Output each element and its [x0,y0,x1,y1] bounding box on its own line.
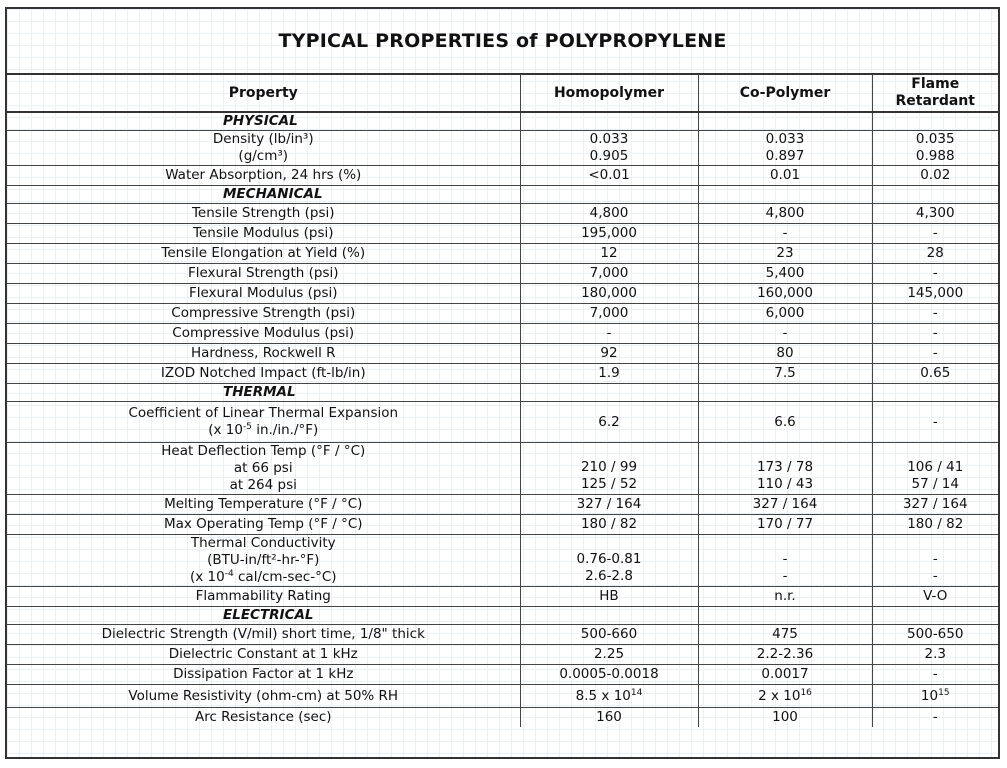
property-cell: Flexural Strength (psi) [7,264,520,284]
copolymer-cell: 0.0017 [698,665,872,685]
flame-cell: - [872,224,998,244]
header-copolymer: Co-Polymer [698,75,872,112]
copolymer-cell: 7.5 [698,364,872,384]
row-compressive-modulus [7,324,998,344]
property-cell: IZOD Notched Impact (ft-lb/in) [7,364,520,384]
row-water-absorption [7,166,998,186]
copolymer-cell: 6.6 [698,402,872,443]
flame-cell: 0.035 0.988 [872,131,998,166]
properties-table [7,75,998,727]
row-melting-temperature [7,495,998,515]
property-cell: Water Absorption, 24 hrs (%) [7,166,520,186]
copolymer-cell: 170 / 77 [698,515,872,535]
section-label: MECHANICAL [7,186,520,204]
homopolymer-cell: 8.5 x $10^{14}$ [520,685,698,708]
row-tensile-modulus [7,224,998,244]
homopolymer-cell: 12 [520,244,698,264]
flame-cell: 2.3 [872,645,998,665]
copolymer-cell: 2.2-2.36 [698,645,872,665]
flame-cell: - [872,324,998,344]
section-electrical [7,607,998,625]
copolymer-cell: 2 x $10^{16}$ [698,685,872,708]
homopolymer-cell: 2.25 [520,645,698,665]
flame-cell: - [872,344,998,364]
homopolymer-cell: HB [520,587,698,607]
copolymer-cell: 0.033 0.897 [698,131,872,166]
header-homopolymer: Homopolymer [520,75,698,112]
homopolymer-cell: 180 / 82 [520,515,698,535]
copolymer-cell: n.r. [698,587,872,607]
copolymer-cell: - [698,324,872,344]
property-cell: Flexural Modulus (psi) [7,284,520,304]
homopolymer-cell: 195,000 [520,224,698,244]
property-cell: Thermal Conductivity (BTU-in/ft²-hr-°F) (x $10^{-4}$ cal/cm-sec-°C) [7,535,520,587]
flame-cell: 106 / 41 57 / 14 [872,443,998,495]
homopolymer-cell: 92 [520,344,698,364]
row-izod [7,364,998,384]
flame-cell: 180 / 82 [872,515,998,535]
copolymer-cell: 475 [698,625,872,645]
row-flammability [7,587,998,607]
section-label: THERMAL [7,384,520,402]
property-cell: Melting Temperature (°F / °C) [7,495,520,515]
copolymer-cell: 160,000 [698,284,872,304]
row-density [7,131,998,166]
row-dielectric-strength [7,625,998,645]
flame-cell: $10^{15}$ [872,685,998,708]
property-cell: Tensile Strength (psi) [7,204,520,224]
flame-cell: 28 [872,244,998,264]
copolymer-cell: - [698,224,872,244]
copolymer-cell: 4,800 [698,204,872,224]
homopolymer-cell: 0.0005-0.0018 [520,665,698,685]
homopolymer-cell: 6.2 [520,402,698,443]
homopolymer-cell: 327 / 164 [520,495,698,515]
homopolymer-cell: 0.033 0.905 [520,131,698,166]
copolymer-cell: 80 [698,344,872,364]
flame-cell: 327 / 164 [872,495,998,515]
property-cell: Coefficient of Linear Thermal Expansion (x $10^{-5}$ in./in./°F) [7,402,520,443]
property-cell: Max Operating Temp (°F / °C) [7,515,520,535]
homopolymer-cell: 160 [520,708,698,728]
flame-cell: 0.65 [872,364,998,384]
flame-cell: 4,300 [872,204,998,224]
homopolymer-cell: 4,800 [520,204,698,224]
homopolymer-cell: 500-660 [520,625,698,645]
property-cell: Compressive Modulus (psi) [7,324,520,344]
homopolymer-cell: 180,000 [520,284,698,304]
section-label: PHYSICAL [7,112,520,131]
property-cell: Heat Deflection Temp (°F / °C) at 66 psi at 264 psi [7,443,520,495]
header-flame-line2: Retardant [895,93,975,109]
property-cell: Compressive Strength (psi) [7,304,520,324]
row-dielectric-constant [7,645,998,665]
homopolymer-cell: 210 / 99 125 / 52 [520,443,698,495]
copolymer-cell: 173 / 78 110 / 43 [698,443,872,495]
page-title: TYPICAL PROPERTIES of POLYPROPYLENE [7,9,998,75]
copolymer-cell: 5,400 [698,264,872,284]
property-cell: Volume Resistivity (ohm-cm) at 50% RH [7,685,520,708]
row-dissipation-factor [7,665,998,685]
copolymer-cell: 6,000 [698,304,872,324]
row-tensile-strength [7,204,998,224]
flame-cell: - - [872,535,998,587]
property-cell: Tensile Modulus (psi) [7,224,520,244]
copolymer-cell: 23 [698,244,872,264]
header-flame-line1: Flame [911,76,960,92]
flame-cell: 0.02 [872,166,998,186]
header-property: Property [7,75,520,112]
copolymer-cell: 0.01 [698,166,872,186]
section-thermal [7,384,998,402]
row-thermal-conductivity [7,535,998,587]
flame-cell: - [872,708,998,728]
row-compressive-strength [7,304,998,324]
header-row [7,75,998,112]
header-flame-retardant [872,75,998,112]
row-flexural-modulus [7,284,998,304]
properties-sheet [5,7,1000,759]
flame-cell: - [872,304,998,324]
property-cell: Density (lb/in³) (g/cm³) [7,131,520,166]
property-cell: Tensile Elongation at Yield (%) [7,244,520,264]
property-cell: Dielectric Strength (V/mil) short time, 1/8" thick [7,625,520,645]
homopolymer-cell: 0.76-0.81 2.6-2.8 [520,535,698,587]
flame-cell: - [872,665,998,685]
row-hardness [7,344,998,364]
property-cell: Dielectric Constant at 1 kHz [7,645,520,665]
row-flexural-strength [7,264,998,284]
row-heat-deflection [7,443,998,495]
section-mechanical [7,186,998,204]
section-physical [7,112,998,131]
section-label: ELECTRICAL [7,607,520,625]
property-cell: Flammability Rating [7,587,520,607]
homopolymer-cell: 7,000 [520,304,698,324]
flame-cell: 500-650 [872,625,998,645]
property-cell: Arc Resistance (sec) [7,708,520,728]
homopolymer-cell: 1.9 [520,364,698,384]
copolymer-cell: - - [698,535,872,587]
flame-cell: - [872,264,998,284]
property-cell: Hardness, Rockwell R [7,344,520,364]
row-tensile-elongation [7,244,998,264]
homopolymer-cell: 7,000 [520,264,698,284]
homopolymer-cell: <0.01 [520,166,698,186]
flame-cell: - [872,402,998,443]
row-volume-resistivity [7,685,998,708]
row-max-operating-temp [7,515,998,535]
flame-cell: V-O [872,587,998,607]
copolymer-cell: 100 [698,708,872,728]
copolymer-cell: 327 / 164 [698,495,872,515]
property-cell: Dissipation Factor at 1 kHz [7,665,520,685]
homopolymer-cell: - [520,324,698,344]
row-arc-resistance [7,708,998,728]
row-thermal-expansion [7,402,998,443]
flame-cell: 145,000 [872,284,998,304]
